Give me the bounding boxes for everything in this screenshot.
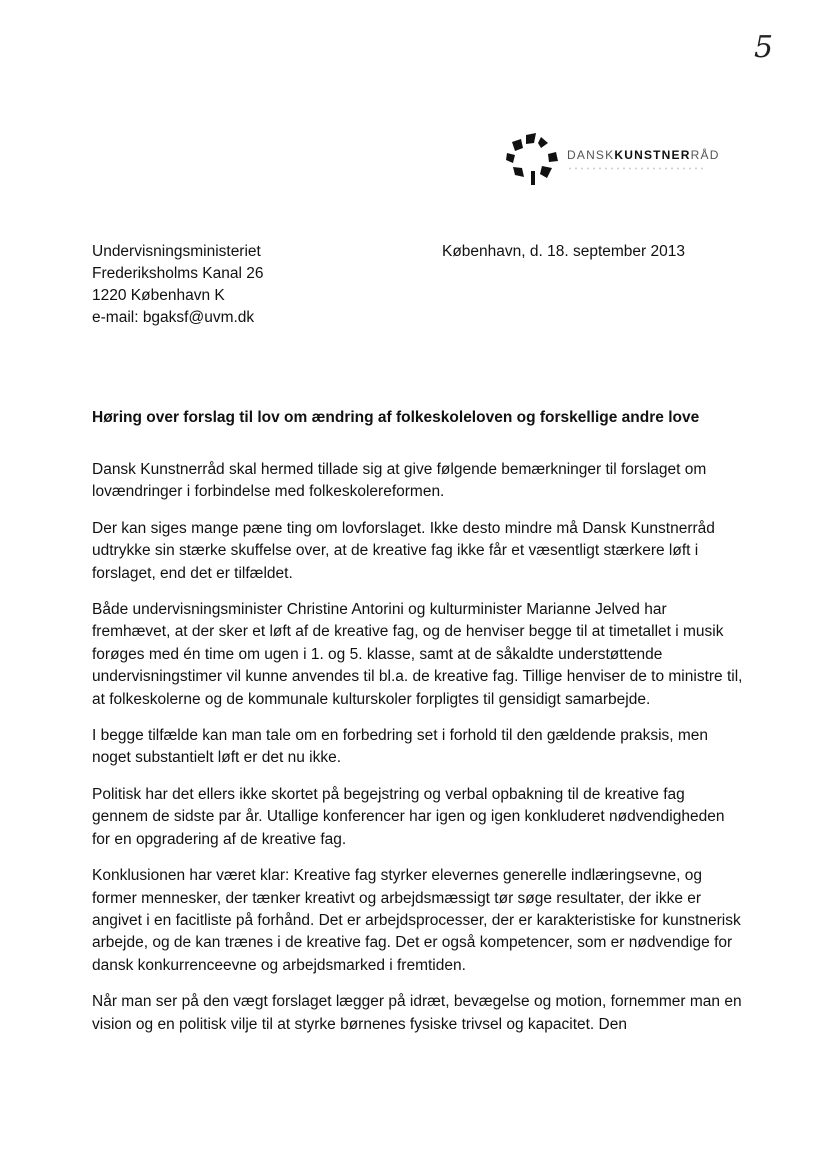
recipient-address: [92, 241, 263, 329]
body-paragraph: Dansk Kunstnerråd skal hermed tillade sig at give følgende bemærkninger til forslaget om lovændringer i forbindelse med folkeskolereformen.: [92, 461, 707, 501]
body-paragraph: Når man ser på den vægt forslaget lægger på idræt, bevægelse og motion, fornemmer man en vision og en politisk vilje til at styrke børnenes fysiske trivsel og kapacitet. Den: [92, 993, 742, 1033]
body-paragraph: Der kan siges mange pæne ting om lovforslaget. Ikke desto mindre må Dansk Kunstnerråd udtrykke sin stærke skuffelse over, at de kreative fag ikke får et væsentligt stærkere løft i forslaget, end det er tilfældet.: [92, 519, 715, 582]
letter-body: [92, 459, 744, 1050]
logo-tagline-dots: [567, 167, 707, 170]
logo-wordmark: DANSKKUNSTNERRÅD: [567, 148, 720, 162]
body-paragraph: Konklusionen har været klar: Kreative fag styrker elevernes generelle indlæringsevne, og former mennesker, der tænker kreativt og arbejdsmæssigt tør søge resultater, der ikke er angivet i en facitliste på forhånd. Det er arbejdsprocesser, der er karakteristiske for kunstnerisk arbejde, og de kan trænes i de kreative fag. Det er også kompetencer, som er nødvendige for dansk konkurrenceevne og arbejdsmarked i fremtiden.: [92, 867, 741, 974]
recipient-name: Undervisningsministeriet: [92, 243, 261, 260]
letter-date: København, d. 18. september 2013: [442, 243, 685, 260]
organization-logo: [504, 133, 764, 193]
body-paragraph: Både undervisningsminister Christine Antorini og kulturminister Marianne Jelved har fremhævet, at der sker et løft af de kreative fag, og de henviser begge til at timetallet i musik forøges med én time om ugen i 1. og 5. klasse, samt at de såkaldte understøttende undervisningstimer vil kunne anvendes til bl.a. de kreative fag. Tillige henviser de to ministre til, at folkeskolerne og de kommunale kulturskoler forpligtes til gensidigt samarbejde.: [92, 601, 743, 708]
body-paragraph: Politisk har det ellers ikke skortet på begejstring og verbal opbakning til de kreative fag gennem de sidste par år. Utallige konferencer har igen og igen konkluderet nødvendigheden for en opgradering af de kreative fag.: [92, 785, 725, 848]
body-paragraph: I begge tilfælde kan man tale om en forbedring set i forhold til den gældende praksis, men noget substantielt løft er det nu ikke.: [92, 727, 709, 767]
page-number: 5: [754, 30, 774, 65]
recipient-city: 1220 København K: [92, 287, 225, 304]
recipient-email: e-mail: bgaksf@uvm.dk: [92, 309, 255, 326]
recipient-street: Frederiksholms Kanal 26: [92, 265, 264, 282]
letter-subject: Høring over forslag til lov om ændring af folkeskoleloven og forskellige andre love: [92, 409, 700, 426]
dansk-kunstnerraad-logo-icon: [504, 133, 560, 189]
